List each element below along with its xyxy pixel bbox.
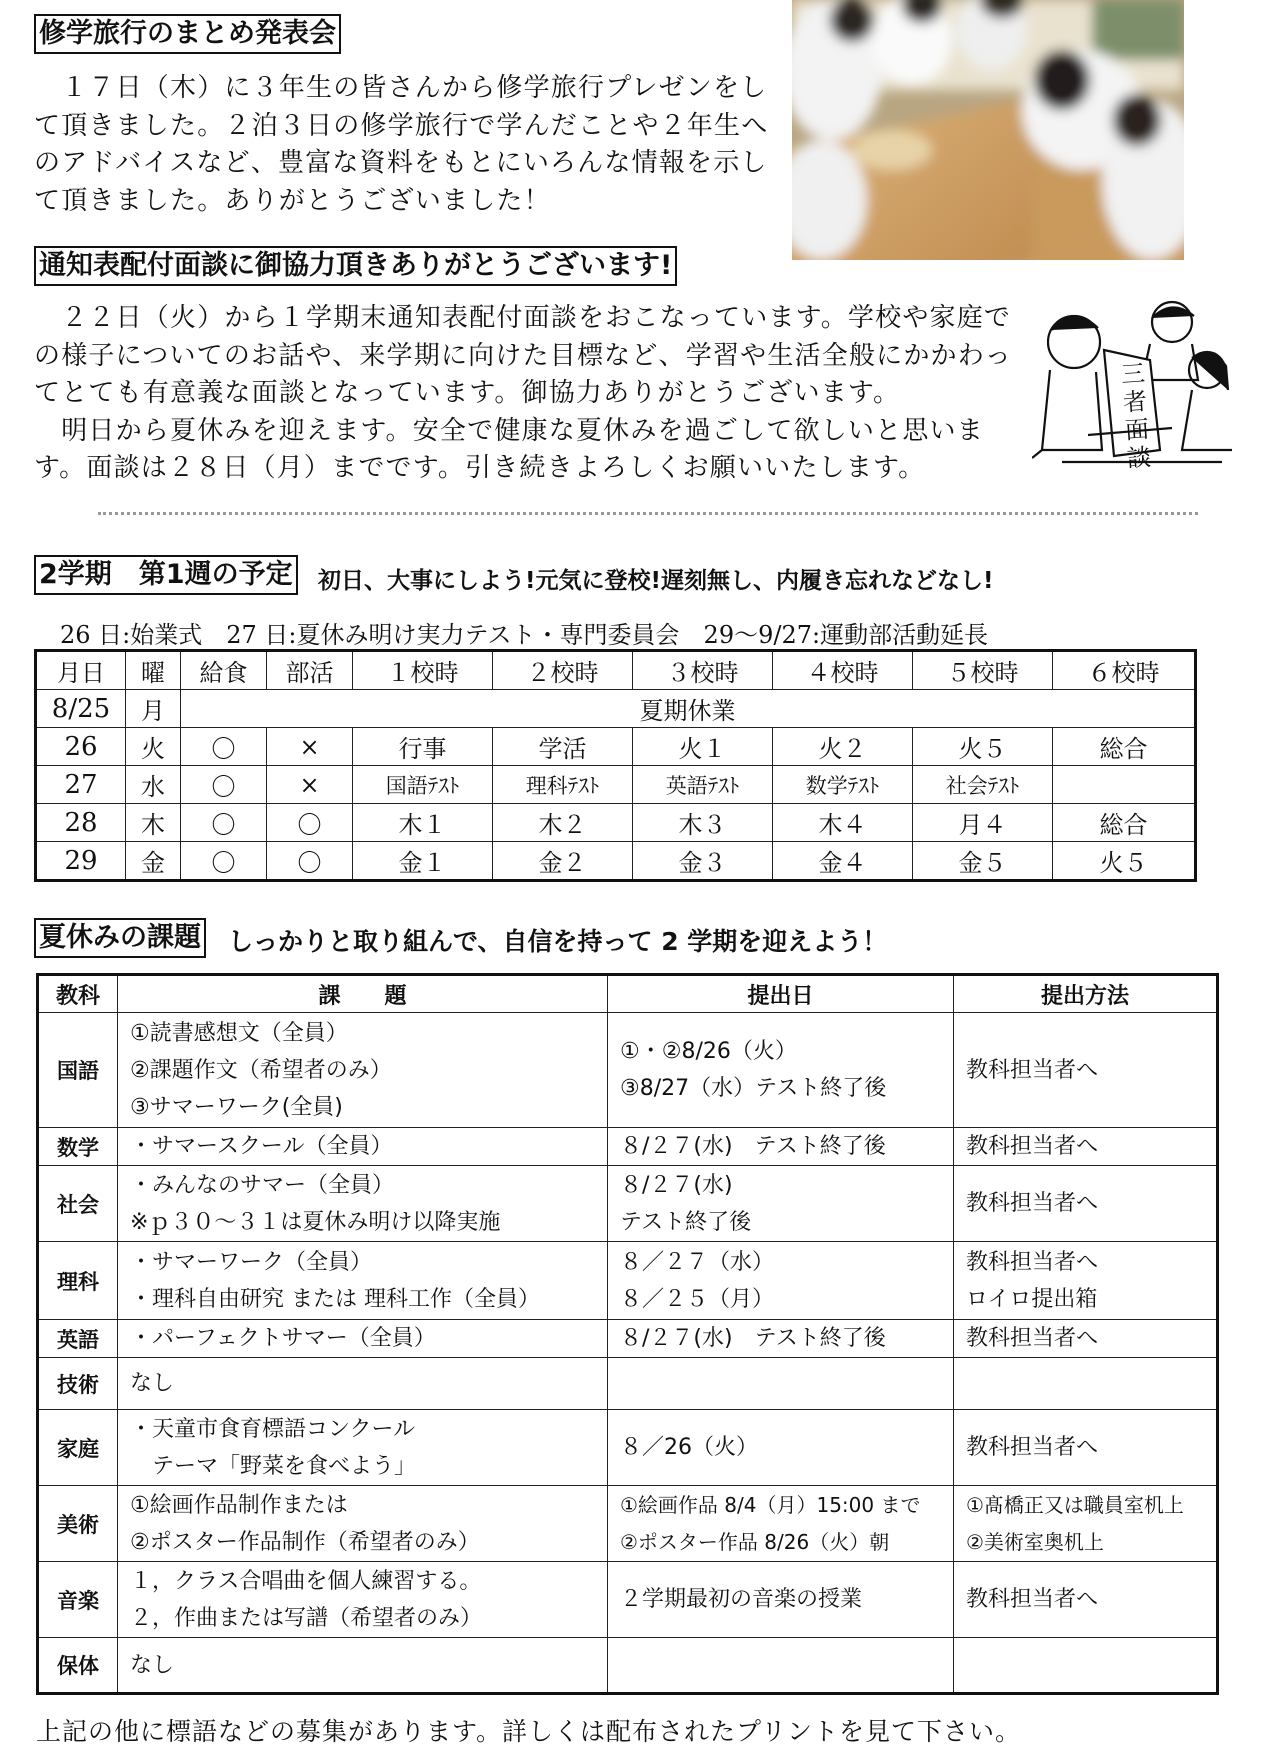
homework-dates bbox=[608, 1242, 954, 1320]
schedule-header-cell: 月日 bbox=[36, 651, 126, 690]
homework-header-cell: 提出方法 bbox=[954, 975, 1218, 1013]
heading-report-card-interview: 通知表配付面談に御協力頂きありがとうございます! bbox=[34, 246, 677, 286]
homework-subject: 国語 bbox=[38, 1013, 118, 1128]
task-line: なし bbox=[130, 1652, 175, 1678]
homework-dates bbox=[608, 1320, 954, 1358]
schedule-cell: 数学ﾃｽﾄ bbox=[773, 766, 913, 804]
schedule-cell: 〇 bbox=[181, 766, 267, 804]
task-line: テーマ「野菜を食べよう」 bbox=[152, 1453, 417, 1479]
task-line: ②ポスター作品制作（希望者のみ） bbox=[130, 1529, 480, 1555]
schedule-row bbox=[36, 842, 1196, 881]
method-line: 教科担当者へ bbox=[966, 1249, 1099, 1275]
date-line: ８/２７(水) bbox=[620, 1172, 733, 1198]
schedule-row bbox=[36, 804, 1196, 842]
schedule-cell: 国語ﾃｽﾄ bbox=[353, 766, 493, 804]
schedule-date: 29 bbox=[36, 842, 126, 881]
homework-methods bbox=[954, 1128, 1218, 1166]
homework-methods bbox=[954, 1562, 1218, 1638]
method-line: 教科担当者へ bbox=[966, 1134, 1099, 1159]
homework-dates bbox=[608, 1013, 954, 1128]
date-line: ①絵画作品 8/4（月）15:00 まで bbox=[620, 1492, 921, 1517]
date-line: ②ポスター作品 8/26（火）朝 bbox=[620, 1529, 890, 1554]
schedule-cell: 火５ bbox=[1053, 842, 1196, 881]
task-line: １，クラス合唱曲を個人練習する。 bbox=[130, 1568, 482, 1594]
schedule-cell: 火２ bbox=[773, 728, 913, 766]
schedule-header-cell: 曜 bbox=[126, 651, 181, 690]
homework-tasks bbox=[118, 1410, 608, 1486]
schedule-day: 水 bbox=[126, 766, 181, 804]
heading-school-trip-presentation: 修学旅行のまとめ発表会 bbox=[34, 14, 341, 54]
homework-subject: 理科 bbox=[38, 1242, 118, 1320]
schedule-cell: 金５ bbox=[913, 842, 1053, 881]
schedule-cell: 木１ bbox=[353, 804, 493, 842]
task-line: ２，作曲または写譜（希望者のみ） bbox=[130, 1605, 483, 1631]
date-line: ③8/27（水）テスト終了後 bbox=[620, 1076, 887, 1101]
ornament-divider bbox=[98, 500, 1198, 515]
date-line: ８／26（火） bbox=[620, 1435, 758, 1460]
schedule-cell: 木２ bbox=[493, 804, 633, 842]
homework-header-cell: 課 題 bbox=[118, 975, 608, 1013]
schedule-cell bbox=[1053, 766, 1196, 804]
task-line: ③サマーワーク(全員) bbox=[130, 1094, 343, 1120]
homework-row bbox=[38, 1166, 1218, 1242]
schedule-row bbox=[36, 766, 1196, 804]
method-line: 教科担当者へ bbox=[966, 1057, 1099, 1083]
homework-dates bbox=[608, 1358, 954, 1410]
schedule-header-cell: 給食 bbox=[181, 651, 267, 690]
task-line: ※ｐ３０～３１は夏休み明け以降実施 bbox=[130, 1209, 501, 1235]
method-line: 教科担当者へ bbox=[966, 1326, 1099, 1351]
schedule-cell: 社会ﾃｽﾄ bbox=[913, 766, 1053, 804]
homework-subject: 音楽 bbox=[38, 1562, 118, 1638]
task-line: ①絵画作品制作または bbox=[130, 1492, 348, 1518]
paragraph-line: のアドバイスなど、豊富な資料をもとにいろんな情報を示し bbox=[34, 148, 768, 178]
date-line: ８/２７(水) テスト終了後 bbox=[620, 1326, 886, 1351]
paragraph-report-card-interview bbox=[34, 300, 1012, 488]
task-line: ・パーフェクトサマー（全員） bbox=[130, 1326, 436, 1351]
task-line: ・サマースクール（全員） bbox=[130, 1134, 393, 1159]
homework-methods bbox=[954, 1410, 1218, 1486]
homework-dates bbox=[608, 1410, 954, 1486]
homework-row bbox=[38, 1638, 1218, 1694]
homework-header-cell: 教科 bbox=[38, 975, 118, 1013]
heading-summer-homework: 夏休みの課題 bbox=[34, 918, 206, 958]
schedule-table bbox=[34, 649, 1197, 882]
method-line: 教科担当者へ bbox=[966, 1587, 1099, 1612]
homework-subject: 社会 bbox=[38, 1166, 118, 1242]
footer-note: 上記の他に標語などの募集があります。詳しくは配布されたプリントを見て下さい。 bbox=[36, 1717, 1022, 1746]
date-line: ２学期最初の音楽の授業 bbox=[620, 1587, 863, 1612]
schedule-cell: 総合 bbox=[1053, 728, 1196, 766]
schedule-date: 27 bbox=[36, 766, 126, 804]
homework-tasks bbox=[118, 1358, 608, 1410]
schedule-header-row bbox=[36, 651, 1196, 690]
schedule-cell: 〇 bbox=[181, 728, 267, 766]
homework-row bbox=[38, 1410, 1218, 1486]
sign-text: 面談 bbox=[1124, 415, 1152, 473]
date-line: ①・②8/26（火） bbox=[620, 1039, 797, 1064]
homework-dates bbox=[608, 1562, 954, 1638]
sign-text: 三者 bbox=[1120, 359, 1148, 417]
paragraph-line: １７日（木）に３年生の皆さんから修学旅行プレゼンをし bbox=[34, 73, 768, 103]
homework-row bbox=[38, 1128, 1218, 1166]
classroom-photo bbox=[792, 0, 1184, 260]
schedule-cell: 英語ﾃｽﾄ bbox=[633, 766, 773, 804]
homework-subject: 技術 bbox=[38, 1358, 118, 1410]
schedule-cell: 金２ bbox=[493, 842, 633, 881]
schedule-day: 火 bbox=[126, 728, 181, 766]
schedule-row bbox=[36, 690, 1196, 728]
method-line: ①髙橋正又は職員室机上 bbox=[966, 1492, 1184, 1517]
schedule-cell: 火１ bbox=[633, 728, 773, 766]
method-line: 教科担当者へ bbox=[966, 1191, 1099, 1216]
homework-tasks bbox=[118, 1486, 608, 1562]
schedule-tagline: 初日、大事にしよう!元気に登校!遅刻無し、内履き忘れなどなし! bbox=[318, 568, 994, 594]
schedule-note: 26 日:始業式 27 日:夏休み明け実力テスト・専門委員会 29～9/27:運動部活動延長 bbox=[60, 621, 989, 649]
homework-row bbox=[38, 1358, 1218, 1410]
homework-tagline: しっかりと取り組んで、自信を持って 2 学期を迎えよう！ bbox=[228, 927, 888, 956]
homework-methods bbox=[954, 1013, 1218, 1128]
homework-subject: 保体 bbox=[38, 1638, 118, 1694]
task-line: ②課題作文（希望者のみ） bbox=[130, 1057, 392, 1083]
schedule-header-cell: ４校時 bbox=[773, 651, 913, 690]
task-line: ・天童市食育標語コンクール bbox=[130, 1416, 416, 1442]
homework-dates bbox=[608, 1166, 954, 1242]
homework-row bbox=[38, 1486, 1218, 1562]
paragraph-line: て頂きました。ありがとうございました！ bbox=[34, 185, 551, 216]
homework-row bbox=[38, 1562, 1218, 1638]
schedule-cell: 学活 bbox=[493, 728, 633, 766]
schedule-cell: 行事 bbox=[353, 728, 493, 766]
task-line: ・サマーワーク（全員） bbox=[130, 1249, 373, 1275]
schedule-cell: 金４ bbox=[773, 842, 913, 881]
schedule-cell: × bbox=[267, 766, 353, 804]
schedule-header-cell: １校時 bbox=[353, 651, 493, 690]
schedule-cell: 総合 bbox=[1053, 804, 1196, 842]
homework-tasks bbox=[118, 1320, 608, 1358]
homework-subject: 家庭 bbox=[38, 1410, 118, 1486]
homework-table bbox=[36, 973, 1219, 1695]
schedule-cell: 〇 bbox=[181, 804, 267, 842]
homework-row bbox=[38, 1320, 1218, 1358]
schedule-cell: × bbox=[267, 728, 353, 766]
homework-subject: 英語 bbox=[38, 1320, 118, 1358]
schedule-holiday: 夏期休業 bbox=[181, 690, 1196, 728]
paragraph-school-trip bbox=[34, 70, 768, 220]
task-line: なし bbox=[130, 1371, 175, 1396]
date-line: ８／２５（月） bbox=[620, 1286, 775, 1312]
schedule-cell: 木４ bbox=[773, 804, 913, 842]
homework-row bbox=[38, 1013, 1218, 1128]
paragraph-line: て頂きました。２泊３日の修学旅行で学んだことや２年生へ bbox=[34, 110, 769, 141]
homework-header-cell: 提出日 bbox=[608, 975, 954, 1013]
homework-tasks bbox=[118, 1166, 608, 1242]
paragraph-line: の様子についてのお話や、来学期に向けた目標など、学習や生活全般にかかわっ bbox=[34, 340, 1012, 371]
homework-tasks bbox=[118, 1013, 608, 1128]
schedule-cell: 〇 bbox=[267, 804, 353, 842]
schedule-day: 金 bbox=[126, 842, 181, 881]
schedule-day: 木 bbox=[126, 804, 181, 842]
homework-methods bbox=[954, 1320, 1218, 1358]
schedule-date: 26 bbox=[36, 728, 126, 766]
interview-illustration bbox=[1032, 300, 1232, 472]
heading-schedule: 2学期 第1週の予定 bbox=[34, 555, 298, 595]
paragraph-line: ２２日（火）から１学期末通知表配付面談をおこなっています。学校や家庭で bbox=[34, 303, 1012, 333]
method-line: ②美術室奥机上 bbox=[966, 1529, 1104, 1554]
paragraph-line: てとても有意義な面談となっています。御協力ありがとうございます。 bbox=[34, 378, 901, 408]
homework-methods bbox=[954, 1242, 1218, 1320]
schedule-date: 28 bbox=[36, 804, 126, 842]
homework-methods bbox=[954, 1358, 1218, 1410]
paragraph-line: 明日から夏休みを迎えます。安全で健康な夏休みを過ごして欲しいと思いま bbox=[34, 415, 984, 446]
method-line: ロイロ提出箱 bbox=[966, 1286, 1098, 1312]
schedule-cell: 金３ bbox=[633, 842, 773, 881]
schedule-cell: 理科ﾃｽﾄ bbox=[493, 766, 633, 804]
method-line: 教科担当者へ bbox=[966, 1435, 1099, 1460]
homework-subject: 美術 bbox=[38, 1486, 118, 1562]
schedule-cell: 月４ bbox=[913, 804, 1053, 842]
schedule-cell: 金１ bbox=[353, 842, 493, 881]
homework-tasks bbox=[118, 1562, 608, 1638]
homework-dates bbox=[608, 1486, 954, 1562]
schedule-cell: 〇 bbox=[181, 842, 267, 881]
schedule-cell: 〇 bbox=[267, 842, 353, 881]
homework-methods bbox=[954, 1638, 1218, 1694]
schedule-header-cell: ５校時 bbox=[913, 651, 1053, 690]
schedule-day: 月 bbox=[126, 690, 181, 728]
schedule-header-cell: ６校時 bbox=[1053, 651, 1196, 690]
task-line: ・みんなのサマー（全員） bbox=[130, 1172, 395, 1198]
schedule-cell: 火５ bbox=[913, 728, 1053, 766]
schedule-date: 8/25 bbox=[36, 690, 126, 728]
homework-subject: 数学 bbox=[38, 1128, 118, 1166]
schedule-row bbox=[36, 728, 1196, 766]
homework-tasks bbox=[118, 1242, 608, 1320]
paragraph-line: す。面談は２８日（月）までです。引き続きよろしくお願いいたします。 bbox=[34, 453, 926, 483]
schedule-cell: 木３ bbox=[633, 804, 773, 842]
date-line: テスト終了後 bbox=[620, 1209, 752, 1235]
homework-row bbox=[38, 1242, 1218, 1320]
interview-sign bbox=[1112, 359, 1160, 474]
homework-dates bbox=[608, 1638, 954, 1694]
schedule-header-cell: ３校時 bbox=[633, 651, 773, 690]
homework-methods bbox=[954, 1486, 1218, 1562]
homework-methods bbox=[954, 1166, 1218, 1242]
date-line: ８／２７（水） bbox=[620, 1249, 775, 1275]
homework-tasks bbox=[118, 1638, 608, 1694]
task-line: ①読書感想文（全員） bbox=[130, 1020, 348, 1046]
schedule-header-cell: 部活 bbox=[267, 651, 353, 690]
schedule-header-cell: ２校時 bbox=[493, 651, 633, 690]
date-line: ８/２７(水) テスト終了後 bbox=[620, 1134, 886, 1159]
homework-tasks bbox=[118, 1128, 608, 1166]
homework-dates bbox=[608, 1128, 954, 1166]
task-line: ・理科自由研究 または 理科工作（全員） bbox=[130, 1286, 540, 1312]
homework-header-row bbox=[38, 975, 1218, 1013]
